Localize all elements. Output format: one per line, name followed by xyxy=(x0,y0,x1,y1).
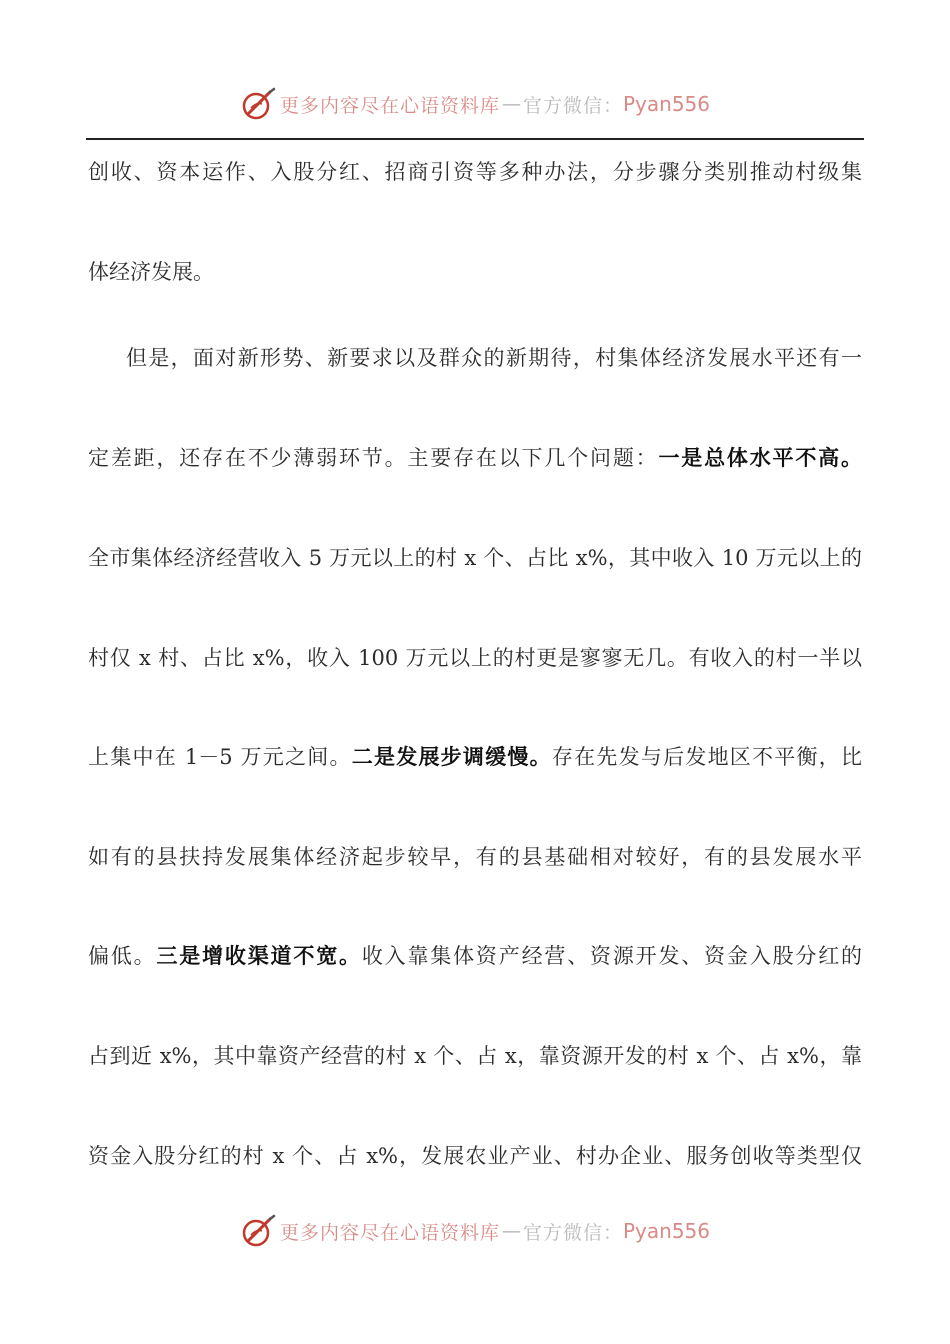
text-segment: 占到近 x%，其中靠资产经营的村 x 个、占 x，靠资源开发的村 x 个、占 x%，靠 xyxy=(88,1044,862,1068)
text-line xyxy=(88,540,862,576)
text-segment: 村仅 x 村、占比 x%，收入 100 万元以上的村更是寥寥无几。有收入的村一半以 xyxy=(88,646,862,670)
text-line xyxy=(88,839,862,875)
text-segment: 偏低。 xyxy=(88,944,157,968)
bold-heading-phrase: 三是增收渠道不宽。 xyxy=(156,944,362,968)
text-segment: 存在先发与后发地区不平衡，比 xyxy=(551,745,862,769)
text-line xyxy=(88,254,862,290)
bold-heading-phrase: 二是发展步调缓慢。 xyxy=(351,745,552,769)
text-segment: 收入靠集体资产经营、资源开发、资金入股分红的 xyxy=(361,944,862,968)
text-line xyxy=(88,1138,862,1174)
header-divider xyxy=(86,138,864,140)
watermark-separator: — xyxy=(501,1220,521,1242)
text-segment: 创收、资本运作、入股分红、招商引资等多种办法，分步骤分类别推动村级集 xyxy=(88,160,862,184)
watermark-brand: 更多内容尽在心语资料库 xyxy=(279,94,500,117)
text-line xyxy=(88,154,862,190)
watermark-wechat-label: 官方微信： xyxy=(522,94,623,117)
text-line xyxy=(88,739,862,775)
pen-logo-icon xyxy=(240,86,276,122)
header-watermark xyxy=(0,84,950,124)
watermark-handle: Pyan556 xyxy=(623,1219,711,1243)
bold-heading-phrase: 一是总体水平不高。 xyxy=(658,446,862,470)
text-segment: 资金入股分红的村 x 个、占 x%，发展农业产业、村办企业、服务创收等类型仅 xyxy=(88,1144,862,1168)
pen-logo-icon xyxy=(240,1213,276,1249)
text-segment: 定差距，还存在不少薄弱环节。主要存在以下几个问题： xyxy=(88,446,659,470)
footer-watermark xyxy=(0,1211,950,1251)
text-line xyxy=(126,340,862,376)
text-line xyxy=(88,440,862,476)
watermark-handle: Pyan556 xyxy=(623,92,711,116)
text-line xyxy=(88,938,862,974)
text-segment: 但是，面对新形势、新要求以及群众的新期待，村集体经济发展水平还有一 xyxy=(126,346,862,370)
text-line xyxy=(88,1038,862,1074)
text-segment: 上集中在 1－5 万元之间。 xyxy=(88,745,352,769)
text-line xyxy=(88,640,862,676)
text-segment: 如有的县扶持发展集体经济起步较早，有的县基础相对较好，有的县发展水平 xyxy=(88,845,862,869)
text-segment: 全市集体经济经营收入 5 万元以上的村 x 个、占比 x%，其中收入 10 万元以上的 xyxy=(88,546,862,570)
text-segment: 体经济发展。 xyxy=(88,260,214,284)
watermark-separator: — xyxy=(501,93,521,115)
watermark-wechat-label: 官方微信： xyxy=(522,1221,623,1244)
watermark-brand: 更多内容尽在心语资料库 xyxy=(279,1221,500,1244)
